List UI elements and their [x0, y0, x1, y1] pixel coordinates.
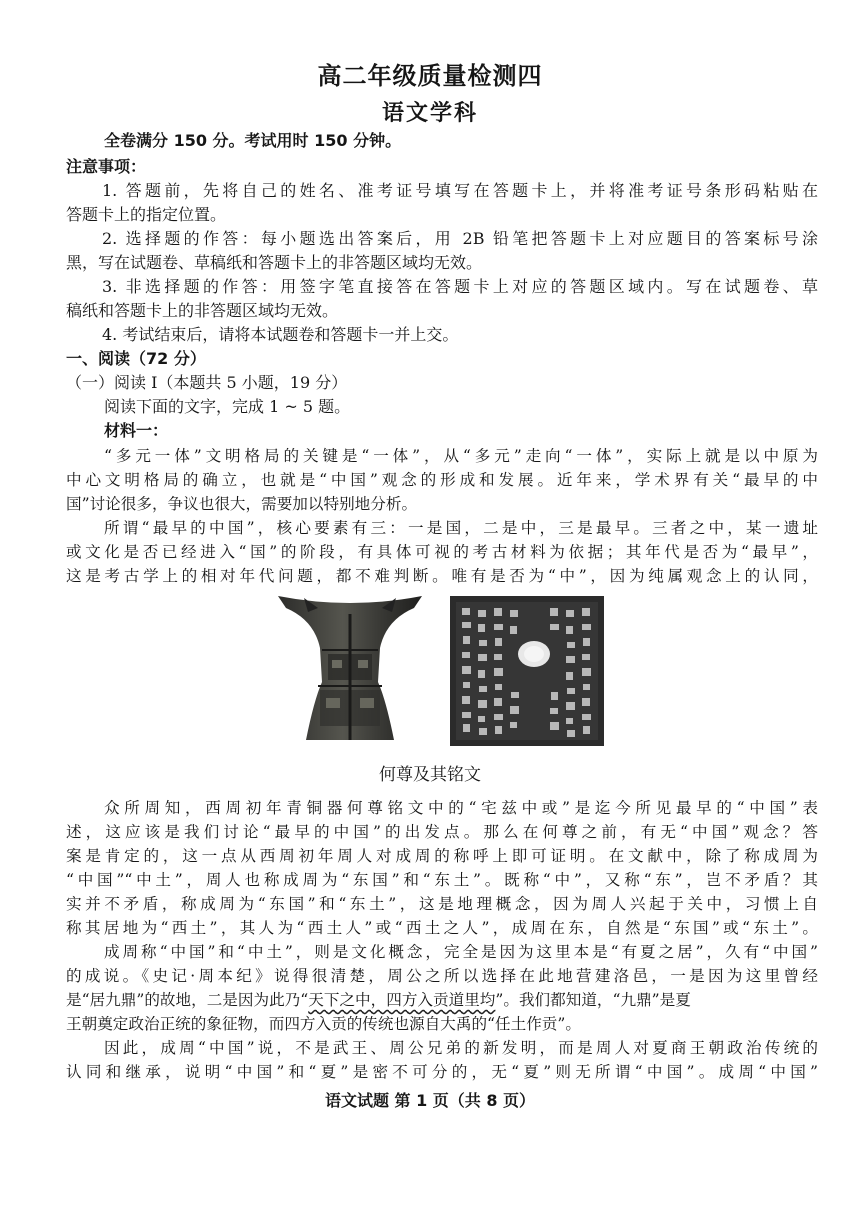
- notice-line: 3. 非选择题的作答：用签字笔直接答在答题卡上对应的答题区域内。写在试题卷、草: [102, 277, 818, 296]
- passage-line: 国”讨论很多，争议也很大，需要加以特别地分析。: [66, 495, 418, 513]
- passage-line: “多元一体”文明格局的关键是“一体”，从“多元”走向“一体”，实际上就是以中原为: [104, 447, 818, 465]
- notice-line: 答题卡上的指定位置。: [66, 205, 227, 224]
- passage-line: 中心文明格局的确立，也就是“中国”观念的形成和发展。近年来，学术界有关“最早的中: [66, 471, 818, 489]
- passage-line: 的成说。《史记·周本纪》说得很清楚，周公之所以选择在此地营建洛邑，一是因为这里曾经: [66, 967, 818, 985]
- sub-section-heading: （一）阅读 Ⅰ（本题共 5 小题，19 分）: [66, 373, 348, 392]
- passage-line: 案是肯定的，这一点从西周初年周人对成周的称呼上即可证明。在文献中，除了称成周为: [66, 847, 818, 865]
- material-label: 材料一：: [104, 421, 169, 440]
- exam-title: 高二年级质量检测四: [317, 62, 543, 90]
- section-heading: 一、阅读（72 分）: [66, 349, 206, 368]
- passage-line-with-underline: [66, 989, 691, 1011]
- inscription-rubbing-image: [450, 596, 604, 746]
- subject-title: 语文学科: [381, 101, 478, 126]
- passage-line: 成周称“中国”和“中土”，则是文化概念，完全是因为这里本是“有夏之居”，久有“中国”: [104, 943, 818, 961]
- passage-line: 所谓“最早的中国”，核心要素有三：一是国，二是中，三是最早。三者之中，某一遗址: [104, 519, 818, 537]
- exam-info: 全卷满分 150 分。考试用时 150 分钟。: [104, 131, 402, 150]
- page-footer: 语文试题 第 1 页（共 8 页）: [324, 1091, 536, 1110]
- open-quote: “: [300, 991, 309, 1009]
- notice-line: 2. 选择题的作答：每小题选出答案后，用 2B 铅笔把答题卡上对应题目的答案标号涂: [102, 229, 818, 248]
- notice-line: 1. 答题前，先将自己的姓名、准考证号填写在答题卡上，并将准考证号条形码粘贴在: [102, 181, 818, 200]
- passage-segment: ”。我们都知道，“九鼎”是夏: [495, 991, 691, 1009]
- passage-line: 或文化是否已经进入“国”的阶段，有具体可视的考古材料为依据；其年代是否为“最早”，: [66, 543, 818, 561]
- notice-line: 黑，写在试题卷、草稿纸和答题卡上的非答题区域均无效。: [66, 253, 483, 272]
- passage-line: 王朝奠定政治正统的象征物，而四方入贡的传统也源自大禹的“任土作贡”。: [66, 1015, 581, 1033]
- passage-line: 众所周知，西周初年青铜器何尊铭文中的“宅兹中或”是迄今所见最早的“中国”表: [104, 799, 818, 817]
- passage-segment: 是“居九鼎”的故地，二是因为此乃: [66, 991, 301, 1009]
- passage-line: 称其居地为“西土”，其人为“西土人”或“西土之人”，成周在东，自然是“东国”或“东土”。: [66, 919, 818, 937]
- underlined-phrase: 天下之中，四方入贡道里均: [308, 991, 496, 1009]
- passage-line: 实并不矛盾，称成周为“东国”和“东土”，这是地理概念，因为周人兴起于关中，习惯上自: [66, 895, 818, 913]
- notice-heading: 注意事项：: [66, 157, 147, 176]
- passage-line: 述，这应该是我们讨论“最早的中国”的出发点。那么在何尊之前，有无“中国”观念？答: [66, 823, 818, 841]
- passage-line: 这是考古学上的相对年代问题，都不难判断。唯有是否为“中”，因为纯属观念上的认同，: [66, 567, 818, 585]
- reading-instruction: 阅读下面的文字，完成 1 ~ 5 题。: [104, 397, 351, 416]
- notice-line: 4. 考试结束后，请将本试题卷和答题卡一并上交。: [102, 325, 459, 344]
- passage-line: 认同和继承，说明“中国”和“夏”是密不可分的，无“夏”则无所谓“中国”。成周“中国”: [66, 1063, 818, 1081]
- he-zun-vessel-image: [274, 590, 426, 746]
- passage-line: “中国”“中土”，周人也称成周为“东国”和“东土”。既称“中”，又称“东”，岂不矛盾？其: [66, 871, 818, 889]
- figure-caption: 何尊及其铭文: [379, 765, 481, 785]
- notice-line: 稿纸和答题卡上的非答题区域均无效。: [66, 301, 339, 320]
- passage-line: 因此，成周“中国”说，不是武王、周公兄弟的新发明，而是周人对夏商王朝政治传统的: [104, 1039, 818, 1057]
